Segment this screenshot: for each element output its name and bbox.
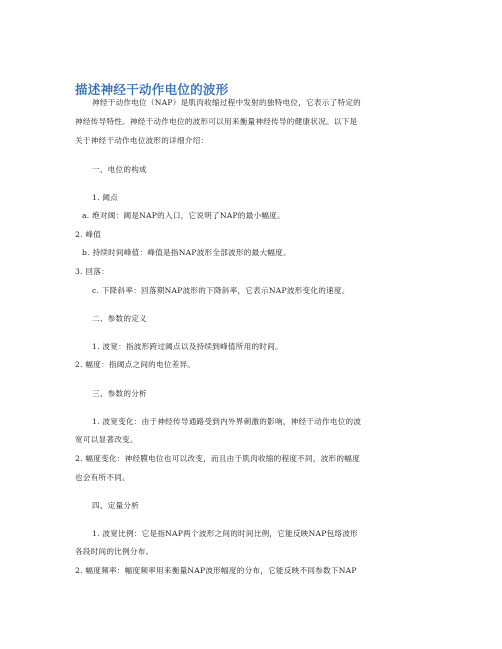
- paragraph-line: 神经干动作电位（NAP）是肌肉收缩过程中发射的独特电位，它表示了特定的: [92, 98, 361, 107]
- list-item: 也会有所不同。: [75, 473, 130, 482]
- section-heading: 二、参数的定义: [92, 314, 147, 323]
- list-item: 1. 波宽比例：它是指NAP两个波形之间的时间比例，它能反映NAP包络波形: [92, 529, 359, 538]
- section-heading: 三、参数的分析: [92, 389, 147, 398]
- list-item: 1. 阈点: [92, 193, 119, 202]
- list-item: 3. 回落：: [75, 267, 109, 276]
- list-item: c. 下降斜率：回落期NAP波形的下降斜率，它表示NAP波形变化的速度。: [92, 286, 350, 295]
- document-title: 描述神经干动作电位的波形: [75, 82, 229, 97]
- section-heading: 一、电位的构成: [92, 165, 147, 174]
- list-item: 各段时间的比例分布。: [75, 547, 154, 556]
- list-item: 1. 波宽变化：由于神经传导通路受到内外界刺激的影响，神经干动作电位的波: [92, 417, 362, 426]
- list-item: 宽可以显著改变。: [75, 435, 138, 444]
- paragraph-line: 神经传导特性。神经干动作电位的波形可以用来衡量神经传导的健康状况。以下是: [75, 117, 358, 126]
- paragraph-line: 关于神经干动作电位波形的详细介绍：: [75, 136, 209, 145]
- list-item: 2. 幅度：指阈点之间的电位差异。: [75, 360, 196, 369]
- list-item: 2. 峰值: [75, 230, 102, 239]
- list-item: 2. 幅度频率：幅度频率用来衡量NAP波形幅度的分布，它能反映不同参数下NAP: [75, 566, 357, 575]
- list-item: 1. 波宽：指波形跨过阈点以及持续到峰值所用的时间。: [92, 342, 283, 351]
- list-item: b. 持续时间峰值：峰值是指NAP波形全部波形的最大幅度。: [82, 248, 291, 257]
- section-heading: 四、定量分析: [92, 501, 140, 510]
- list-item: a. 绝对阈：阈是NAP的入口，它说明了NAP的最小幅度。: [82, 211, 285, 220]
- list-item: 2. 幅度变化：神经膜电位也可以改变，而且由于肌肉收缩的程度不同，波形的幅度: [75, 454, 360, 463]
